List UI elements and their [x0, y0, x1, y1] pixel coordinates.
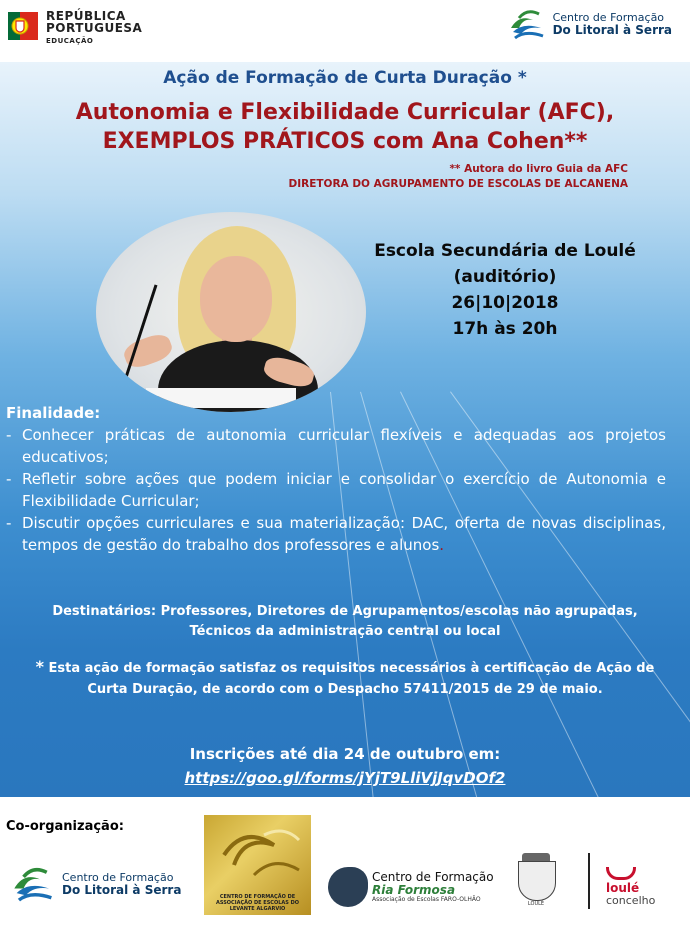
- event-kicker: Ação de Formação de Curta Duração *: [163, 68, 527, 88]
- author-line1: ** Autora do livro Guia da AFC: [449, 163, 628, 175]
- poster-body: [0, 62, 690, 797]
- registration-label: Inscrições até dia 24 de outubro em:: [189, 745, 501, 763]
- waves-icon: [12, 863, 56, 907]
- destinatarios: [10, 602, 680, 642]
- footer-divider: [588, 853, 590, 909]
- ria-formosa-logo: [328, 867, 494, 907]
- portugal-flag-icon: [8, 10, 38, 42]
- footer-centro-line1: Centro de Formação: [62, 871, 174, 885]
- coorganizacao-label: Co-organização:: [6, 819, 124, 834]
- author-line2: DIRETORA DO AGRUPAMENTO DE ESCOLAS DE ALCANENA: [288, 178, 628, 190]
- educacao-label: EDUCAÇÃO: [46, 37, 94, 45]
- venue-info: [340, 238, 670, 342]
- author-credit: [288, 162, 628, 192]
- ria-line2: Ria Formosa: [372, 882, 456, 897]
- destinatarios-line2: Técnicos da administração central ou local: [189, 624, 501, 639]
- finalidade-heading: Finalidade:: [6, 404, 101, 422]
- crest-label: LOULÉ: [527, 901, 545, 907]
- loule-line2: concelho: [606, 893, 656, 907]
- event-title: [0, 98, 690, 156]
- waves-icon: [509, 6, 547, 44]
- speaker-photo: [96, 212, 366, 412]
- list-item: - Refletir sobre ações que podem iniciar e consolidar o exercício de Autonomia e Flexibilidade Curricular;: [6, 470, 666, 510]
- loule-concelho-logo: [606, 867, 655, 906]
- destinatarios-line1: Destinatários: Professores, Diretores de Agrupamentos/escolas não agrupadas,: [52, 604, 638, 619]
- finalidade-section: [6, 402, 666, 556]
- ria-line3: Associação de Escolas FARO-OLHÃO: [372, 895, 481, 903]
- registration-link[interactable]: https://goo.gl/forms/jYjT9LliVjJqvDOf2: [184, 769, 506, 787]
- finalidade-item-1: Conhecer práticas de autonomia curricular flexíveis e adequadas aos projetos educativos;: [22, 426, 666, 466]
- venue-school: Escola Secundária de Loulé: [374, 241, 636, 261]
- final-dot: .: [439, 536, 445, 554]
- finalidade-item-2: Refletir sobre ações que podem iniciar e consolidar o exercício de Autonomia e Flexibilidade Curricular;: [22, 470, 666, 510]
- finalidade-item-3: Discutir opções curriculares e sua materialização: DAC, oferta de novas disciplinas, tempos de gestão do trabalho dos professores e alunos: [22, 514, 666, 554]
- republica-portuguesa-logo: [8, 10, 142, 45]
- loule-line1: loulé: [606, 881, 640, 895]
- swirl-icon: [204, 815, 311, 895]
- note-star: *: [35, 657, 44, 676]
- levante-caption: CENTRO DE FORMAÇÃO DE ASSOCIAÇÃO DE ESCOLAS DO LEVANTE ALGARVIO: [215, 894, 300, 912]
- venue-room: (auditório): [453, 267, 557, 287]
- republica-line2: PORTUGUESA: [46, 21, 143, 35]
- venue-time: 17h às 20h: [452, 319, 558, 339]
- note-text: Esta ação de formação satisfaz os requisitos necessários à certificação de Ação de Curta Duração, de acordo com o Despacho 57411/2015 de 29 de maio.: [44, 661, 655, 697]
- venue-date: 26|10|2018: [451, 293, 559, 313]
- centro-line1: Centro de Formação: [552, 11, 665, 25]
- levante-algarvio-logo: [204, 815, 311, 915]
- centro-line2: Do Litoral à Serra: [552, 23, 672, 38]
- ria-line1: Centro de Formação: [372, 869, 494, 884]
- title-line2: EXEMPLOS PRÁTICOS com Ana Cohen**: [102, 129, 588, 154]
- bird-icon: [328, 867, 368, 907]
- page-header: [0, 0, 690, 62]
- list-item: - Discutir opções curriculares e sua materialização: DAC, oferta de novas disciplinas, tempos de gestão do trabalho dos professores e alunos.: [6, 514, 666, 554]
- registration: [0, 742, 690, 790]
- republica-line1: REPÚBLICA: [46, 9, 126, 23]
- page-footer: [0, 797, 690, 929]
- centro-litoral-logo: [12, 863, 181, 907]
- centro-formacao-logo: [509, 6, 672, 44]
- certification-note: [30, 656, 660, 700]
- title-line1: Autonomia e Flexibilidade Curricular (AFC),: [75, 100, 615, 125]
- loule-crest-logo: [514, 853, 558, 909]
- shield-icon: [518, 861, 556, 901]
- loule-mark-icon: [606, 867, 636, 880]
- list-item: - Conhecer práticas de autonomia curricular flexíveis e adequadas aos projetos educativos;: [6, 426, 666, 466]
- footer-centro-line2: Do Litoral à Serra: [62, 883, 182, 898]
